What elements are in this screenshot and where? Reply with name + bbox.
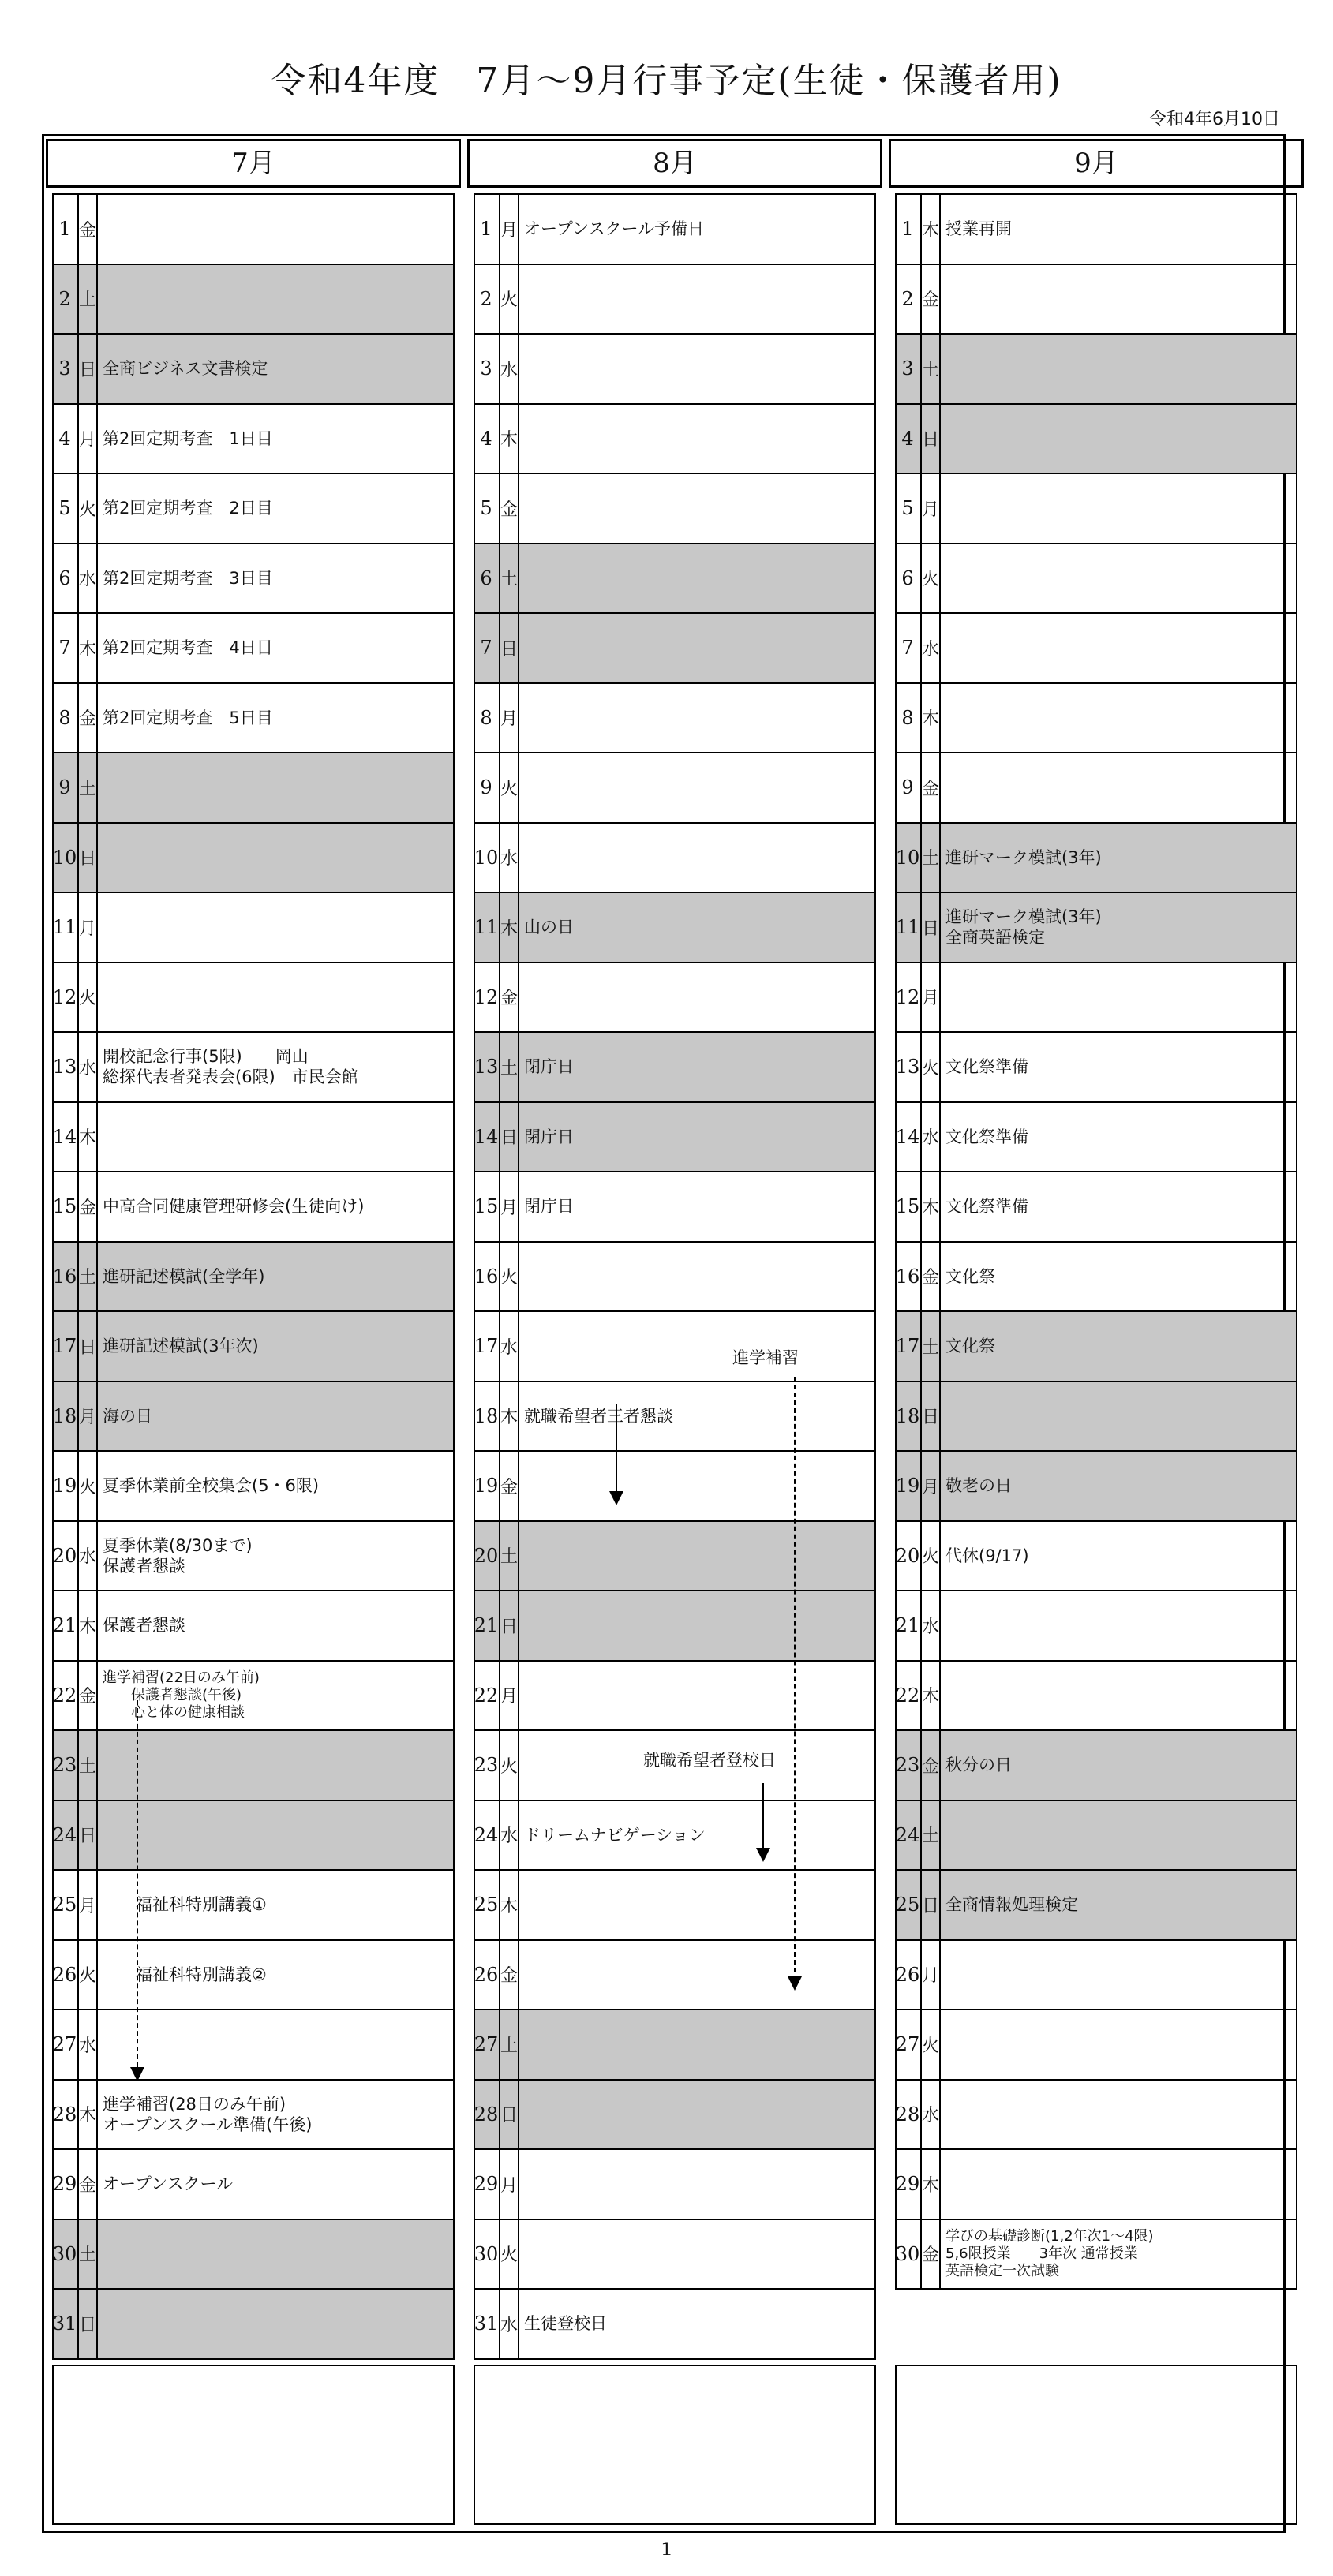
day-number: 18 xyxy=(52,1382,79,1451)
weekday: 木 xyxy=(922,195,941,264)
weekday: 水 xyxy=(922,1103,941,1172)
weekday: 土 xyxy=(500,544,519,613)
event-text: 保護者懇談 xyxy=(103,1616,185,1636)
day-number: 3 xyxy=(474,335,500,403)
day-number: 31 xyxy=(474,2290,500,2358)
weekday: 日 xyxy=(79,824,98,892)
weekday: 木 xyxy=(79,614,98,682)
weekday: 水 xyxy=(500,1312,519,1381)
day-number: 6 xyxy=(52,544,79,613)
weekday: 月 xyxy=(79,405,98,473)
event-text: 文化祭準備 xyxy=(945,1057,1028,1077)
day-number: 25 xyxy=(52,1871,79,1939)
day-number: 15 xyxy=(474,1172,500,1241)
event-text: 夏季休業前全校集会(5・6限) xyxy=(103,1476,320,1496)
weekday: 木 xyxy=(79,1103,98,1172)
event-text: 福祉科特別講義② xyxy=(103,1965,267,1984)
day-number: 26 xyxy=(52,1941,79,2010)
weekday: 日 xyxy=(500,614,519,682)
weekday: 木 xyxy=(500,405,519,473)
event-text: 文化祭 xyxy=(945,1266,995,1286)
event-text: 文化祭準備 xyxy=(945,1197,1028,1217)
day-number: 16 xyxy=(52,1243,79,1311)
weekday: 月 xyxy=(922,963,941,1032)
day-number: 26 xyxy=(474,1941,500,2010)
month-header-9: 9月 xyxy=(889,139,1304,188)
weekday: 日 xyxy=(922,1871,941,1939)
weekday: 金 xyxy=(79,1662,98,1730)
event-text: 生徒登校日 xyxy=(524,2314,607,2334)
day-number: 22 xyxy=(895,1662,922,1730)
weekday: 火 xyxy=(500,753,519,822)
weekday: 日 xyxy=(500,1591,519,1660)
day-number: 16 xyxy=(474,1243,500,1311)
weekday: 月 xyxy=(500,2150,519,2219)
weekday: 水 xyxy=(79,544,98,613)
day-number: 25 xyxy=(474,1871,500,1939)
day-number: 8 xyxy=(474,684,500,753)
weekday: 火 xyxy=(922,544,941,613)
weekday: 月 xyxy=(500,1662,519,1730)
notes-block xyxy=(895,2365,1297,2526)
weekday: 金 xyxy=(79,1172,98,1241)
day-number: 14 xyxy=(895,1103,922,1172)
weekday: 金 xyxy=(500,474,519,543)
day-number: 20 xyxy=(474,1522,500,1591)
event-text: 閉庁日 xyxy=(524,1057,574,1077)
weekday: 金 xyxy=(79,2150,98,2219)
day-number: 28 xyxy=(52,2081,79,2149)
day-number: 30 xyxy=(474,2220,500,2289)
weekday: 金 xyxy=(79,195,98,264)
annotation-aug-shingaku: 進学補習 xyxy=(732,1348,799,1367)
event-text: 代休(9/17) xyxy=(945,1546,1029,1565)
weekday: 水 xyxy=(79,1033,98,1101)
event-text: 全商ビジネス文書検定 xyxy=(103,359,268,379)
day-number: 14 xyxy=(474,1103,500,1172)
weekday: 金 xyxy=(922,265,941,334)
weekday: 土 xyxy=(79,265,98,334)
weekday: 木 xyxy=(79,1591,98,1660)
day-number: 15 xyxy=(52,1172,79,1241)
weekday: 月 xyxy=(79,893,98,962)
weekday: 火 xyxy=(79,963,98,1032)
weekday: 水 xyxy=(500,1801,519,1870)
day-number: 13 xyxy=(895,1033,922,1101)
day-number: 13 xyxy=(52,1033,79,1101)
weekday: 木 xyxy=(500,893,519,962)
day-number: 6 xyxy=(474,544,500,613)
weekday: 金 xyxy=(922,2220,941,2289)
day-number: 1 xyxy=(895,195,922,264)
event-text: 第2回定期考査 1日目 xyxy=(103,428,273,448)
weekday: 金 xyxy=(922,1243,941,1311)
day-number: 28 xyxy=(895,2081,922,2149)
event-text: 敬老の日 xyxy=(945,1476,1012,1496)
day-number: 12 xyxy=(474,963,500,1032)
event-text: 海の日 xyxy=(103,1406,152,1426)
arrow-head-aug-sansha xyxy=(609,1491,623,1505)
weekday: 木 xyxy=(500,1382,519,1451)
event-text: 進研記述模試(3年次) xyxy=(103,1337,259,1356)
day-number: 20 xyxy=(52,1522,79,1591)
event-text: 授業再開 xyxy=(945,219,1012,239)
day-number: 25 xyxy=(895,1871,922,1939)
day-number: 12 xyxy=(52,963,79,1032)
column-border xyxy=(52,193,455,2358)
day-number: 9 xyxy=(895,753,922,822)
day-number: 30 xyxy=(895,2220,922,2289)
weekday: 土 xyxy=(79,2220,98,2289)
day-number: 19 xyxy=(52,1452,79,1520)
event-text: 進研マーク模試(3年) xyxy=(945,847,1102,867)
day-number: 17 xyxy=(895,1312,922,1381)
day-number: 11 xyxy=(52,893,79,962)
day-number: 24 xyxy=(895,1801,922,1870)
weekday: 火 xyxy=(79,474,98,543)
weekday: 土 xyxy=(922,824,941,892)
day-number: 26 xyxy=(895,1941,922,2010)
day-number: 9 xyxy=(474,753,500,822)
day-number: 7 xyxy=(895,614,922,682)
day-number: 5 xyxy=(895,474,922,543)
notes-block xyxy=(52,2365,455,2526)
event-text: オープンスクール xyxy=(103,2174,234,2194)
day-number: 2 xyxy=(52,265,79,334)
day-number: 6 xyxy=(895,544,922,613)
event-text: 閉庁日 xyxy=(524,1197,574,1217)
day-number: 7 xyxy=(474,614,500,682)
document-title: 令和4年度 7月～9月行事予定(生徒・保護者用) xyxy=(271,61,1062,101)
weekday: 金 xyxy=(500,1452,519,1520)
day-number: 4 xyxy=(474,405,500,473)
day-number: 7 xyxy=(52,614,79,682)
month-header-8: 8月 xyxy=(467,139,882,188)
event-text: 進研マーク模試(3年) 全商英語検定 xyxy=(945,907,1102,948)
day-number: 23 xyxy=(52,1731,79,1800)
weekday: 日 xyxy=(500,2081,519,2149)
day-number: 23 xyxy=(474,1731,500,1800)
event-text: 文化祭準備 xyxy=(945,1127,1028,1146)
weekday: 水 xyxy=(79,2010,98,2079)
day-number: 27 xyxy=(474,2010,500,2079)
weekday: 水 xyxy=(922,614,941,682)
event-text: 文化祭 xyxy=(945,1337,995,1356)
weekday: 木 xyxy=(922,1662,941,1730)
day-number: 13 xyxy=(474,1033,500,1101)
arrow-head-aug-toko xyxy=(756,1848,770,1862)
day-number: 8 xyxy=(895,684,922,753)
day-number: 22 xyxy=(474,1662,500,1730)
weekday: 火 xyxy=(500,1243,519,1311)
weekday: 月 xyxy=(79,1382,98,1451)
day-number: 21 xyxy=(52,1591,79,1660)
weekday: 火 xyxy=(500,2220,519,2289)
weekday: 日 xyxy=(79,1312,98,1381)
weekday: 日 xyxy=(79,2290,98,2358)
weekday: 土 xyxy=(79,753,98,822)
weekday: 月 xyxy=(79,1871,98,1939)
weekday: 水 xyxy=(500,824,519,892)
weekday: 水 xyxy=(922,2081,941,2149)
day-number: 23 xyxy=(895,1731,922,1800)
event-text: 閉庁日 xyxy=(524,1127,574,1146)
event-text: 中高合同健康管理研修会(生徒向け) xyxy=(103,1197,365,1217)
column-bottom-line xyxy=(52,2358,455,2360)
day-number: 20 xyxy=(895,1522,922,1591)
day-number: 15 xyxy=(895,1172,922,1241)
column-bottom-line xyxy=(474,2358,876,2360)
day-number: 10 xyxy=(474,824,500,892)
weekday: 土 xyxy=(79,1243,98,1311)
arrow-head-aug-shingaku xyxy=(788,1976,802,1991)
day-number: 29 xyxy=(52,2150,79,2219)
weekday: 月 xyxy=(922,1941,941,2010)
day-number: 27 xyxy=(895,2010,922,2079)
day-number: 2 xyxy=(474,265,500,334)
event-text: 秋分の日 xyxy=(945,1755,1012,1775)
weekday: 土 xyxy=(922,1801,941,1870)
weekday: 火 xyxy=(922,2010,941,2079)
arrow-line-july-hoshu xyxy=(137,1700,138,2067)
column-bottom-line xyxy=(895,2288,1297,2290)
event-text: ドリームナビゲーション xyxy=(524,1825,706,1845)
day-number: 21 xyxy=(474,1591,500,1660)
event-text: 進学補習(22日のみ午前) 保護者懇談(午後) 心と体の健康相談 xyxy=(103,1669,260,1721)
column-border xyxy=(895,193,1297,2288)
weekday: 火 xyxy=(922,1522,941,1591)
day-number: 3 xyxy=(895,335,922,403)
weekday: 金 xyxy=(500,1941,519,2010)
event-text: 就職希望者三者懇談 xyxy=(524,1406,673,1426)
event-text: 学びの基礎診断(1,2年次1～4限) 5,6限授業 3年次 通常授業 英語検定一次試験 xyxy=(945,2227,1154,2279)
weekday: 金 xyxy=(922,753,941,822)
event-text: 山の日 xyxy=(524,918,574,937)
day-number: 5 xyxy=(474,474,500,543)
day-number: 1 xyxy=(52,195,79,264)
day-number: 4 xyxy=(52,405,79,473)
weekday: 火 xyxy=(922,1033,941,1101)
arrow-line-aug-sansha xyxy=(616,1404,617,1491)
weekday: 土 xyxy=(922,1312,941,1381)
weekday: 日 xyxy=(922,405,941,473)
day-number: 28 xyxy=(474,2081,500,2149)
weekday: 月 xyxy=(500,195,519,264)
day-number: 4 xyxy=(895,405,922,473)
event-text: オープンスクール予備日 xyxy=(524,219,705,239)
day-number: 2 xyxy=(895,265,922,334)
day-number: 10 xyxy=(895,824,922,892)
weekday: 木 xyxy=(500,1871,519,1939)
issue-date: 令和4年6月10日 xyxy=(1149,110,1280,129)
weekday: 木 xyxy=(922,684,941,753)
day-number: 17 xyxy=(474,1312,500,1381)
weekday: 火 xyxy=(79,1452,98,1520)
weekday: 日 xyxy=(79,1801,98,1870)
annotation-aug-shushoku-toko: 就職希望者登校日 xyxy=(643,1751,776,1770)
weekday: 日 xyxy=(79,335,98,403)
day-number: 11 xyxy=(474,893,500,962)
page-number: 1 xyxy=(661,2540,672,2560)
weekday: 火 xyxy=(79,1941,98,2010)
weekday: 日 xyxy=(922,1382,941,1451)
weekday: 水 xyxy=(500,335,519,403)
day-number: 19 xyxy=(474,1452,500,1520)
event-text: 進研記述模試(全学年) xyxy=(103,1266,265,1286)
weekday: 水 xyxy=(500,2290,519,2358)
arrow-line-aug-toko xyxy=(762,1783,764,1850)
weekday: 土 xyxy=(500,2010,519,2079)
event-text: 第2回定期考査 2日目 xyxy=(103,499,273,518)
weekday: 月 xyxy=(922,1452,941,1520)
day-number: 18 xyxy=(474,1382,500,1451)
arrow-head-july-hoshu xyxy=(130,2067,144,2081)
event-text: 進学補習(28日のみ午前) オープンスクール準備(午後) xyxy=(103,2094,313,2134)
weekday: 土 xyxy=(79,1731,98,1800)
day-number: 29 xyxy=(895,2150,922,2219)
arrow-line-aug-shingaku xyxy=(794,1377,796,1980)
day-number: 18 xyxy=(895,1382,922,1451)
day-number: 31 xyxy=(52,2290,79,2358)
weekday: 水 xyxy=(922,1591,941,1660)
weekday: 金 xyxy=(79,684,98,753)
day-number: 24 xyxy=(52,1801,79,1870)
event-text: 第2回定期考査 3日目 xyxy=(103,568,273,588)
day-number: 24 xyxy=(474,1801,500,1870)
weekday: 月 xyxy=(500,1172,519,1241)
day-number: 17 xyxy=(52,1312,79,1381)
column-border xyxy=(474,193,876,2358)
day-number: 19 xyxy=(895,1452,922,1520)
day-number: 9 xyxy=(52,753,79,822)
weekday: 木 xyxy=(922,1172,941,1241)
event-text: 夏季休業(8/30まで) 保護者懇談 xyxy=(103,1535,253,1576)
weekday: 水 xyxy=(79,1522,98,1591)
weekday: 金 xyxy=(500,963,519,1032)
day-number: 8 xyxy=(52,684,79,753)
weekday: 土 xyxy=(500,1522,519,1591)
day-number: 1 xyxy=(474,195,500,264)
event-text: 第2回定期考査 5日目 xyxy=(103,708,273,727)
month-header-7: 7月 xyxy=(46,139,461,188)
event-text: 第2回定期考査 4日目 xyxy=(103,638,273,658)
event-text: 福祉科特別講義① xyxy=(103,1895,267,1915)
day-number: 16 xyxy=(895,1243,922,1311)
day-number: 27 xyxy=(52,2010,79,2079)
weekday: 木 xyxy=(922,2150,941,2219)
weekday: 土 xyxy=(922,335,941,403)
event-text: 全商情報処理検定 xyxy=(945,1895,1078,1915)
notes-block xyxy=(474,2365,876,2526)
event-text: 開校記念行事(5限) 岡山 総探代表者発表会(6限) 市民会館 xyxy=(103,1047,358,1087)
day-number: 5 xyxy=(52,474,79,543)
day-number: 11 xyxy=(895,893,922,962)
day-number: 21 xyxy=(895,1591,922,1660)
day-number: 14 xyxy=(52,1103,79,1172)
weekday: 日 xyxy=(500,1103,519,1172)
day-number: 29 xyxy=(474,2150,500,2219)
weekday: 日 xyxy=(922,893,941,962)
day-number: 30 xyxy=(52,2220,79,2289)
day-number: 22 xyxy=(52,1662,79,1730)
weekday: 木 xyxy=(79,2081,98,2149)
weekday: 土 xyxy=(500,1033,519,1101)
weekday: 金 xyxy=(922,1731,941,1800)
weekday: 月 xyxy=(922,474,941,543)
day-number: 3 xyxy=(52,335,79,403)
weekday: 火 xyxy=(500,1731,519,1800)
day-number: 12 xyxy=(895,963,922,1032)
weekday: 月 xyxy=(500,684,519,753)
weekday: 火 xyxy=(500,265,519,334)
day-number: 10 xyxy=(52,824,79,892)
